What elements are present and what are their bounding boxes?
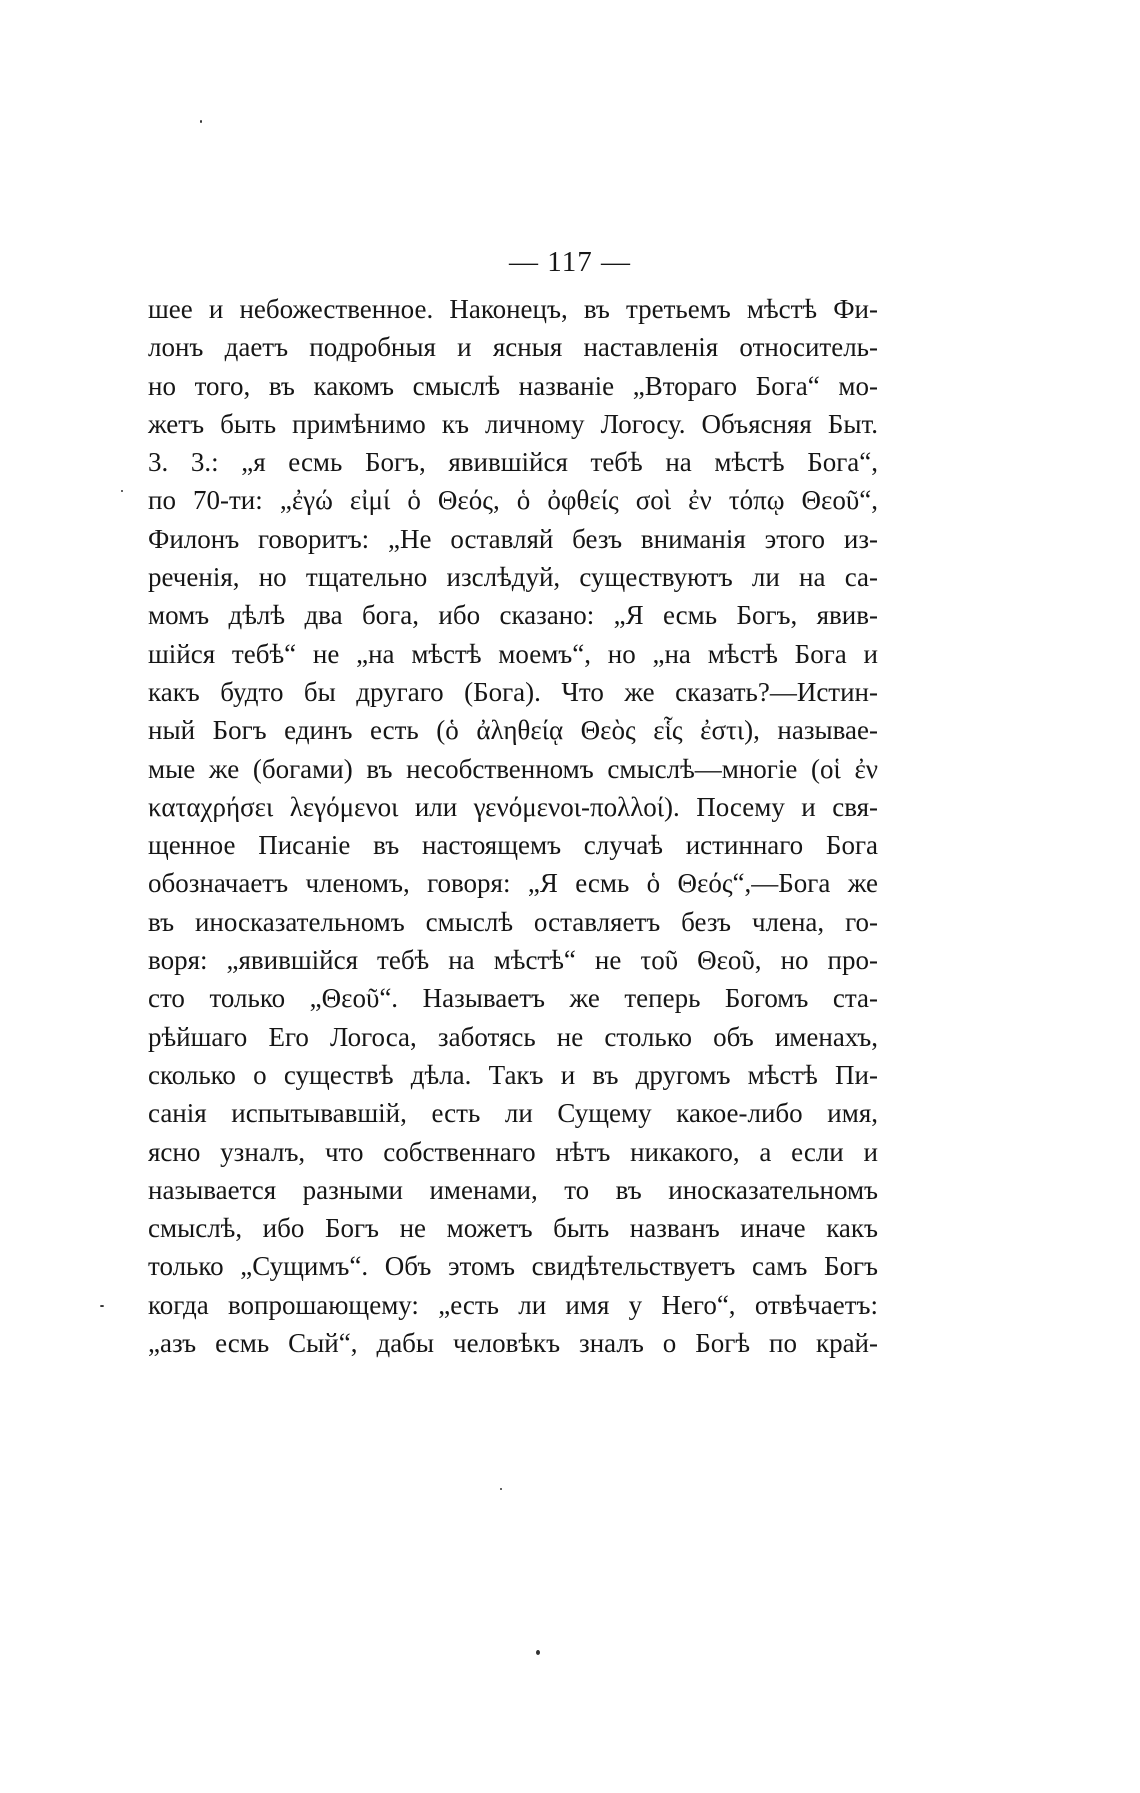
- text-line: καταχρήσει λεγόμενοι или γενόμενοι-πολλοί). Посему и свя-: [148, 791, 878, 822]
- scan-speck: [100, 1305, 104, 1307]
- text-line: момъ дѣлѣ два бога, ибо сказано: „Я есмь Богъ, явив-: [148, 600, 878, 631]
- text-line: Филонъ говоритъ: „Не оставляй безъ вниманія этого из-: [148, 523, 878, 554]
- text-line: реченія, но тщательно изслѣдуй, существуютъ ли на са-: [148, 562, 878, 593]
- text-line: называется разными именами, то въ иносказательномъ: [148, 1174, 878, 1205]
- text-line: ясно узналъ, что собственнаго нѣтъ никакого, а если и: [148, 1136, 878, 1167]
- text-line: лонъ даетъ подробныя и ясныя наставленія относитель-: [148, 332, 878, 363]
- text-line: смыслѣ, ибо Богъ не можетъ быть названъ иначе какъ: [148, 1213, 878, 1244]
- text-line: сколько о существѣ дѣла. Такъ и въ другомъ мѣстѣ Пи-: [148, 1059, 878, 1090]
- text-line: 3. 3.: „я есмь Богъ, явившійся тебѣ на мѣстѣ Бога“,: [148, 447, 878, 478]
- text-line: но того, въ какомъ смыслѣ названіе „Втораго Бога“ мо-: [148, 370, 878, 401]
- text-line: санія испытывавшій, есть ли Сущему какое-либо имя,: [148, 1098, 878, 1129]
- scan-speck: [200, 120, 202, 123]
- text-line: шее и небожественное. Наконецъ, въ третьемъ мѣстѣ Фи-: [148, 294, 878, 324]
- scan-speck: [500, 1488, 502, 1490]
- text-line: по 70-ти: „ἐγώ εἰμί ὁ Θεός, ὁ ὀφθείς σοὶ ἐν τόπῳ Θεοῦ“,: [148, 485, 878, 516]
- text-line: въ иносказательномъ смыслѣ оставляетъ безъ члена, го-: [148, 906, 878, 937]
- scan-speck: [121, 490, 123, 492]
- text-line: „азъ есмь Сый“, дабы человѣкъ зналъ о Богѣ по край-: [148, 1328, 878, 1359]
- text-line: только „Сущимъ“. Объ этомъ свидѣтельствуетъ самъ Богъ: [148, 1251, 878, 1282]
- text-line: мые же (богами) въ несобственномъ смыслѣ—многіе (οἱ ἐν: [148, 753, 878, 784]
- text-line: обозначаетъ членомъ, говоря: „Я есмь ὁ Θεός“,—Бога же: [148, 868, 878, 899]
- text-line: когда вопрошающему: „есть ли имя у Него“, отвѣчаетъ:: [148, 1289, 878, 1320]
- text-line: какъ будто бы другаго (Бога). Что же сказать?—Истин-: [148, 676, 878, 707]
- text-line: шійся тебѣ“ не „на мѣстѣ моемъ“, но „на мѣстѣ Бога и: [148, 638, 878, 669]
- page-number: — 117 —: [509, 246, 631, 278]
- text-line: ный Богъ единъ есть (ὁ ἀληθείᾳ Θεὸς εἷς ἐστι), называе-: [148, 715, 878, 746]
- text-line: сто только „Θεοῦ“. Называетъ же теперь Богомъ ста-: [148, 983, 878, 1014]
- main-text: [148, 290, 878, 1362]
- scan-speck: [536, 1650, 540, 1655]
- text-line: жетъ быть примѣнимо къ личному Логосу. Объясняя Быт.: [148, 408, 878, 439]
- text-line: щенное Писаніе въ настоящемъ случаѣ истиннаго Бога: [148, 830, 878, 861]
- text-line: рѣйшаго Его Логоса, заботясь не столько объ именахъ,: [148, 1021, 878, 1052]
- text-line: воря: „явившійся тебѣ на мѣстѣ“ не τοῦ Θεοῦ, но про-: [148, 945, 878, 976]
